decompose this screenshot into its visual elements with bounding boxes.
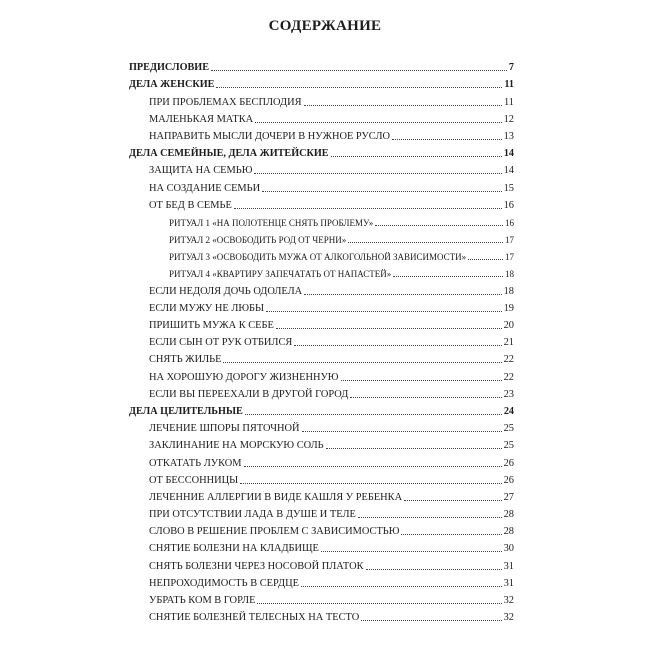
- toc-entry-label: ЕСЛИ НЕДОЛЯ ДОЧЬ ОДОЛЕЛА: [149, 285, 303, 297]
- toc-entry-label: ДЕЛА СЕМЕЙНЫЕ, ДЕЛА ЖИТЕЙСКИЕ: [129, 148, 329, 160]
- toc-entry: [129, 590, 514, 607]
- dot-leader: [331, 156, 502, 157]
- toc-page-number: 16: [503, 199, 514, 211]
- toc-entry: [129, 470, 514, 487]
- toc-entry: [129, 349, 514, 366]
- toc-subentry: [129, 229, 514, 246]
- dot-leader: [294, 345, 501, 346]
- toc-page-number: 20: [503, 320, 514, 331]
- toc-entry-label: УБРАТЬ КОМ В ГОРЛЕ: [149, 595, 256, 606]
- toc-entry: [129, 280, 514, 297]
- dot-leader: [262, 191, 501, 192]
- dot-leader: [392, 139, 502, 140]
- toc-entry: [129, 418, 514, 435]
- toc-entry-label: СНЯТИЕ БОЛЕЗНИ НА КЛАДБИЩЕ: [149, 543, 319, 555]
- toc-page-number: 23: [503, 388, 514, 400]
- toc-page-number: 22: [503, 371, 514, 383]
- toc-entry: [129, 177, 514, 194]
- toc-page-number: 28: [503, 509, 514, 521]
- toc-entry: [129, 384, 514, 401]
- dot-leader: [393, 276, 503, 277]
- toc-entry-label: ОТКАТАТЬ ЛУКОМ: [149, 457, 242, 469]
- toc-entry: [129, 91, 514, 108]
- dot-leader: [375, 225, 503, 226]
- toc-page-number: 11: [504, 79, 514, 91]
- dot-leader: [468, 259, 503, 260]
- toc-entry: [129, 487, 514, 504]
- toc-page-number: 21: [503, 337, 514, 349]
- toc-section: [129, 74, 514, 91]
- toc-page-number: 31: [503, 577, 514, 589]
- toc-entry: [129, 366, 514, 383]
- toc-page-number: 27: [503, 491, 514, 503]
- dot-leader: [350, 397, 501, 398]
- toc-entry-label: НАПРАВИТЬ МЫСЛИ ДОЧЕРИ В НУЖНОЕ РУСЛО: [149, 130, 390, 142]
- toc-page-number: 15: [503, 182, 514, 194]
- toc-entry: [129, 504, 514, 521]
- toc-entry-label: ЛЕЧЕННИЕ АЛЛЕРГИИ В ВИДЕ КАШЛЯ У РЕБЕНКА: [149, 491, 403, 503]
- toc-page-number: 13: [503, 130, 514, 142]
- toc-page-number: 25: [503, 423, 514, 435]
- toc-entry-label: НА ХОРОШУЮ ДОРОГУ ЖИЗНЕННУЮ: [149, 371, 339, 383]
- dot-leader: [361, 620, 501, 621]
- toc-page-number: 12: [503, 113, 514, 125]
- toc-entry-label: СНЯТЬ ЖИЛЬЕ: [149, 354, 222, 366]
- dot-leader: [223, 362, 501, 363]
- toc-page-number: 32: [503, 612, 514, 624]
- dot-leader: [304, 294, 501, 295]
- toc-entry: [129, 607, 514, 624]
- table-of-contents: [129, 57, 514, 624]
- toc-section: [129, 401, 514, 418]
- toc-entry-label: РИТУАЛ 1 «НА ПОЛОТЕНЦЕ СНЯТЬ ПРОБЛЕМУ»: [169, 217, 374, 228]
- toc-entry-label: РИТУАЛ 4 «КВАРТИРУ ЗАПЕЧАТАТЬ ОТ НАПАСТЕЙ»: [169, 269, 392, 280]
- toc-entry-label: ПРИ ПРОБЛЕМАХ БЕСПЛОДИЯ: [149, 96, 302, 108]
- dot-leader: [216, 87, 502, 88]
- toc-entry-label: ДЕЛА ЖЕНСКИЕ: [129, 79, 215, 91]
- toc-entry-label: СНЯТЬ БОЛЕЗНИ ЧЕРЕЗ НОСОВОЙ ПЛАТОК: [149, 560, 364, 572]
- dot-leader: [234, 208, 502, 209]
- toc-entry: [129, 435, 514, 452]
- toc-page-number: 11: [503, 96, 514, 108]
- toc-entry-label: РИТУАЛ 3 «ОСВОБОДИТЬ МУЖА ОТ АЛКОГОЛЬНОЙ ЗАВИСИМОСТИ»: [169, 252, 467, 263]
- toc-entry-label: ЛЕЧЕНИЕ ШПОРЫ ПЯТОЧНОЙ: [149, 423, 300, 435]
- toc-entry: [129, 315, 514, 332]
- dot-leader: [358, 517, 502, 518]
- dot-leader: [254, 173, 501, 174]
- toc-page-number: 31: [503, 560, 514, 572]
- toc-entry-label: ПРИ ОТСУТСТВИИ ЛАДА В ДУШЕ И ТЕЛЕ: [149, 509, 356, 521]
- toc-page-number: 28: [503, 526, 514, 538]
- toc-entry-label: РИТУАЛ 2 «ОСВОБОДИТЬ РОД ОТ ЧЕРНИ»: [169, 235, 347, 246]
- toc-entry: [129, 126, 514, 143]
- toc-page-number: 32: [503, 595, 514, 606]
- dot-leader: [240, 483, 501, 484]
- dot-leader: [302, 431, 502, 432]
- toc-page-number: 16: [505, 217, 514, 228]
- dot-leader: [321, 551, 502, 552]
- dot-leader: [245, 414, 502, 415]
- toc-entry: [129, 332, 514, 349]
- dot-leader: [404, 500, 502, 501]
- toc-entry-label: ПРИШИТЬ МУЖА К СЕБЕ: [149, 320, 274, 331]
- dot-leader: [276, 328, 502, 329]
- dot-leader: [211, 70, 507, 71]
- toc-entry-label: ОТ БЕССОННИЦЫ: [149, 474, 239, 486]
- toc-page-number: 24: [503, 405, 514, 417]
- dot-leader: [255, 122, 501, 123]
- toc-entry-label: ДЕЛА ЦЕЛИТЕЛЬНЫЕ: [129, 405, 243, 417]
- toc-entry-label: СНЯТИЕ БОЛЕЗНЕЙ ТЕЛЕСНЫХ НА ТЕСТО: [149, 612, 360, 624]
- toc-entry-label: ОТ БЕД В СЕМЬЕ: [149, 199, 232, 211]
- toc-subentry: [129, 246, 514, 263]
- toc-entry-label: СЛОВО В РЕШЕНИЕ ПРОБЛЕМ С ЗАВИСИМОСТЬЮ: [149, 526, 400, 538]
- dot-leader: [257, 603, 501, 604]
- toc-page-number: 18: [503, 285, 514, 297]
- toc-section: [129, 57, 514, 74]
- toc-entry-label: ПРЕДИСЛОВИЕ: [129, 62, 210, 74]
- toc-section: [129, 143, 514, 160]
- toc-subentry: [129, 263, 514, 280]
- toc-entry: [129, 555, 514, 572]
- toc-entry: [129, 109, 514, 126]
- toc-entry: [129, 573, 514, 590]
- dot-leader: [304, 105, 502, 106]
- toc-page-number: 25: [503, 440, 514, 452]
- toc-entry-label: ЗАКЛИНАНИЕ НА МОРСКУЮ СОЛЬ: [149, 440, 324, 452]
- toc-page-number: 7: [508, 62, 514, 74]
- toc-page-number: 22: [503, 354, 514, 366]
- toc-page-number: 17: [505, 235, 514, 246]
- toc-entry: [129, 298, 514, 315]
- toc-page-number: 17: [505, 252, 514, 263]
- dot-leader: [244, 466, 502, 467]
- toc-entry: [129, 538, 514, 555]
- toc-page-number: 19: [503, 302, 514, 314]
- toc-entry: [129, 195, 514, 212]
- toc-entry-label: ЗАЩИТА НА СЕМЬЮ: [149, 165, 253, 177]
- page-title: СОДЕРЖАНИЕ: [268, 18, 382, 34]
- dot-leader: [366, 569, 502, 570]
- dot-leader: [301, 586, 502, 587]
- toc-entry-label: НА СОЗДАНИЕ СЕМЬИ: [149, 182, 261, 194]
- toc-entry-label: ЕСЛИ МУЖУ НЕ ЛЮБЫ: [149, 302, 265, 314]
- dot-leader: [266, 311, 502, 312]
- dot-leader: [341, 380, 502, 381]
- toc-entry: [129, 521, 514, 538]
- toc-entry: [129, 452, 514, 469]
- toc-entry-label: НЕПРОХОДИМОСТЬ В СЕРДЦЕ: [149, 577, 299, 589]
- toc-entry: [129, 160, 514, 177]
- dot-leader: [348, 242, 503, 243]
- toc-entry-label: МАЛЕНЬКАЯ МАТКА: [149, 113, 254, 125]
- toc-subentry: [129, 212, 514, 229]
- toc-page-number: 18: [505, 269, 514, 280]
- toc-entry-label: ЕСЛИ ВЫ ПЕРЕЕХАЛИ В ДРУГОЙ ГОРОД: [149, 388, 349, 400]
- toc-entry-label: ЕСЛИ СЫН ОТ РУК ОТБИЛСЯ: [149, 337, 293, 349]
- toc-page-number: 26: [503, 474, 514, 486]
- dot-leader: [401, 534, 501, 535]
- dot-leader: [326, 448, 502, 449]
- toc-page-number: 30: [503, 543, 514, 555]
- toc-page-number: 14: [503, 148, 514, 160]
- toc-page-number: 26: [503, 457, 514, 469]
- toc-page-number: 14: [503, 165, 514, 177]
